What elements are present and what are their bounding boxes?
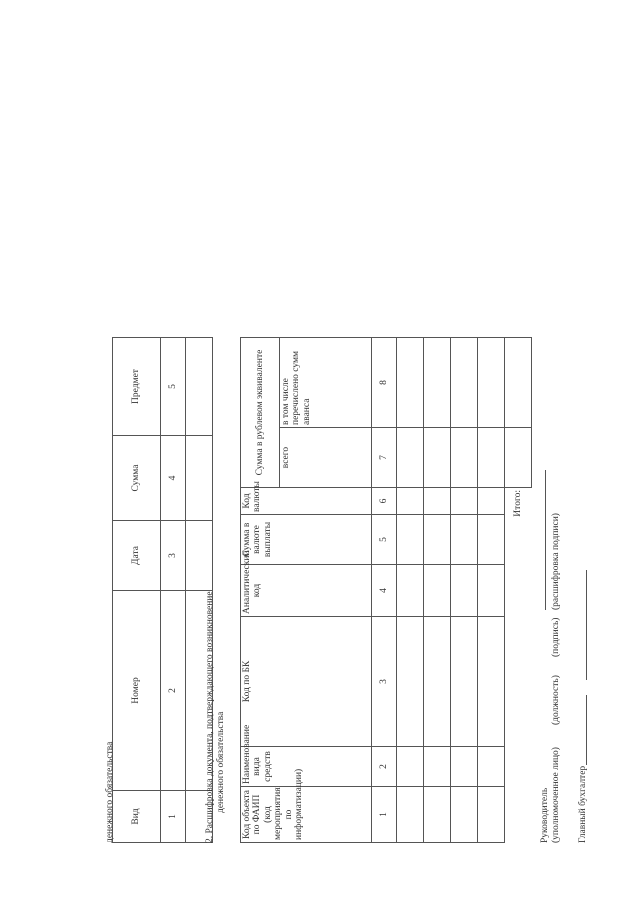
table-cell xyxy=(424,428,451,488)
table-cell xyxy=(478,488,505,515)
section2-caption-line2: денежного обязательства xyxy=(216,711,226,813)
col-number: 1 xyxy=(372,787,397,843)
header-name: Наименование вида средств xyxy=(241,747,372,787)
col-number: 2 xyxy=(161,591,186,791)
accountant-label: Главный бухгалтер xyxy=(578,765,588,843)
table-cell xyxy=(478,515,505,565)
header-summa: Сумма xyxy=(113,436,161,521)
table-cell xyxy=(397,488,424,515)
itogo-label-cell xyxy=(505,488,532,843)
table-cell xyxy=(478,617,505,747)
table-cell xyxy=(451,617,478,747)
table-cell xyxy=(397,787,424,843)
table-cell xyxy=(186,436,213,521)
table-cell xyxy=(478,338,505,428)
table-cell xyxy=(424,338,451,428)
itogo-label: Итого: xyxy=(513,490,524,517)
section2-caption-line1: 2. Расшифровка документа, подтверждающего возникновение xyxy=(205,591,215,843)
table-cell xyxy=(397,617,424,747)
table-cell xyxy=(478,565,505,617)
table-cell xyxy=(397,338,424,428)
head-label: Руководитель xyxy=(540,787,550,843)
col-number: 1 xyxy=(161,791,186,843)
header-sum-currency: Сумма в валюте выплаты xyxy=(241,515,372,565)
table-cell xyxy=(478,787,505,843)
col-number: 2 xyxy=(372,747,397,787)
header-nomer: Номер xyxy=(113,591,161,791)
col-number: 3 xyxy=(372,617,397,747)
header-code: Код объекта по ФАИП (код мероприятия по информатизации) xyxy=(241,787,372,843)
table-cell xyxy=(424,617,451,747)
table-cell xyxy=(424,515,451,565)
col-number: 3 xyxy=(161,521,186,591)
col-number: 4 xyxy=(372,565,397,617)
decoding-table xyxy=(240,337,532,843)
table-cell xyxy=(424,747,451,787)
table-cell xyxy=(451,787,478,843)
header-vid: Вид xyxy=(113,791,161,843)
col-number: 5 xyxy=(161,338,186,436)
table-cell xyxy=(451,488,478,515)
table-cell xyxy=(451,515,478,565)
header-advance: в том числе перечислено сумм аванса xyxy=(280,338,372,428)
header-kbk: Код по БК xyxy=(241,617,372,747)
col-number: 4 xyxy=(161,436,186,521)
head-sub: (уполномоченное лицо) xyxy=(551,747,561,843)
header-analytic: Аналитический код xyxy=(241,565,372,617)
decode-underline xyxy=(545,470,546,610)
table-cell xyxy=(424,488,451,515)
position-hint: (должность) xyxy=(551,675,561,725)
table-cell xyxy=(397,565,424,617)
section1-caption: денежного обязательства xyxy=(105,741,115,843)
table-cell xyxy=(397,515,424,565)
table-cell xyxy=(424,787,451,843)
itogo-advance-cell xyxy=(505,338,532,428)
table-cell xyxy=(397,428,424,488)
table-cell xyxy=(424,565,451,617)
signature-hint: (подпись) xyxy=(551,617,561,657)
obligation-table xyxy=(112,337,213,843)
table-cell xyxy=(451,747,478,787)
table-cell xyxy=(451,428,478,488)
table-cell xyxy=(478,747,505,787)
itogo-total-cell xyxy=(505,428,532,488)
table-cell xyxy=(451,565,478,617)
col-number: 7 xyxy=(372,428,397,488)
header-total: всего xyxy=(280,428,372,488)
accountant-decode-line xyxy=(586,570,587,680)
table-cell xyxy=(478,428,505,488)
table-cell xyxy=(186,338,213,436)
table-cell xyxy=(451,338,478,428)
table-cell xyxy=(186,521,213,591)
header-data: Дата xyxy=(113,521,161,591)
col-number: 8 xyxy=(372,338,397,428)
header-sum-rub: Сумма в рублевом эквиваленте xyxy=(241,338,280,488)
col-number: 6 xyxy=(372,488,397,515)
header-currency-code: Код валюты xyxy=(241,488,372,515)
accountant-signature-line xyxy=(586,695,587,765)
header-predmet: Предмет xyxy=(113,338,161,436)
table-cell xyxy=(397,747,424,787)
col-number: 5 xyxy=(372,515,397,565)
decode-hint: (расшифровка подписи) xyxy=(551,513,561,610)
